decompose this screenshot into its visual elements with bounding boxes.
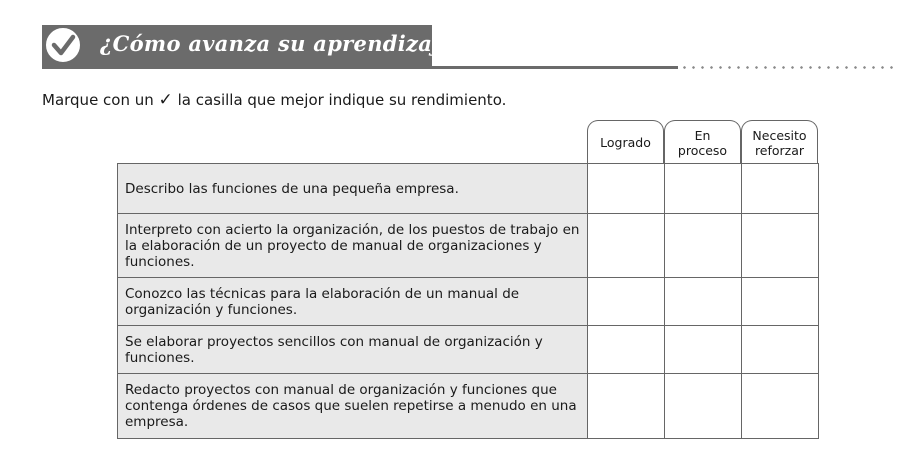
column-header-en-proceso xyxy=(664,120,741,164)
checkbox-en-proceso[interactable] xyxy=(665,374,742,439)
checkbox-logrado[interactable] xyxy=(588,164,665,214)
checkbox-logrado[interactable] xyxy=(588,214,665,278)
checkbox-necesito-reforzar[interactable] xyxy=(742,326,819,374)
tick-mark-icon: ✓ xyxy=(158,90,173,110)
checkbox-necesito-reforzar[interactable] xyxy=(742,374,819,439)
instruction-after: la casilla que mejor indique su rendimiento. xyxy=(172,91,507,109)
statement-cell: Conozco las técnicas para la elaboración de un manual de organización y funciones. xyxy=(118,278,588,326)
self-assessment-table xyxy=(117,163,819,439)
table-row xyxy=(118,164,819,214)
column-header-logrado xyxy=(587,120,664,164)
section-title: ¿Cómo avanza su aprendizaje? xyxy=(100,31,467,56)
header-underline xyxy=(42,66,678,69)
checkbox-en-proceso[interactable] xyxy=(665,164,742,214)
instruction-text xyxy=(42,90,506,110)
statement-cell: Interpreto con acierto la organización, de los puestos de trabajo en la elaboración de un proyecto de manual de organizaciones y funciones. xyxy=(118,214,588,278)
column-header-label: proceso xyxy=(677,142,728,158)
column-header-label: Necesito xyxy=(752,127,807,143)
checkbox-en-proceso[interactable] xyxy=(665,278,742,326)
statement-cell: Describo las funciones de una pequeña empresa. xyxy=(118,164,588,214)
statement-cell: Se elaborar proyectos sencillos con manual de organización y funciones. xyxy=(118,326,588,374)
checkbox-necesito-reforzar[interactable] xyxy=(742,278,819,326)
checkbox-logrado[interactable] xyxy=(588,326,665,374)
checkbox-necesito-reforzar[interactable] xyxy=(742,164,819,214)
header-dotted-line xyxy=(680,66,898,69)
check-circle-icon xyxy=(44,26,82,64)
checkbox-logrado[interactable] xyxy=(588,374,665,439)
table-row xyxy=(118,278,819,326)
column-header-label: En xyxy=(694,127,711,143)
column-header-necesito-reforzar xyxy=(741,120,818,164)
table-row xyxy=(118,326,819,374)
column-header-label: Logrado xyxy=(600,135,651,150)
checkbox-logrado[interactable] xyxy=(588,278,665,326)
column-header-label: reforzar xyxy=(754,142,805,158)
checkbox-en-proceso[interactable] xyxy=(665,214,742,278)
instruction-before: Marque con un xyxy=(42,91,159,109)
checkbox-necesito-reforzar[interactable] xyxy=(742,214,819,278)
checkbox-en-proceso[interactable] xyxy=(665,326,742,374)
table-row xyxy=(118,214,819,278)
table-row xyxy=(118,374,819,439)
statement-cell: Redacto proyectos con manual de organización y funciones que contenga órdenes de casos que suelen repetirse a menudo en una empresa. xyxy=(118,374,588,439)
